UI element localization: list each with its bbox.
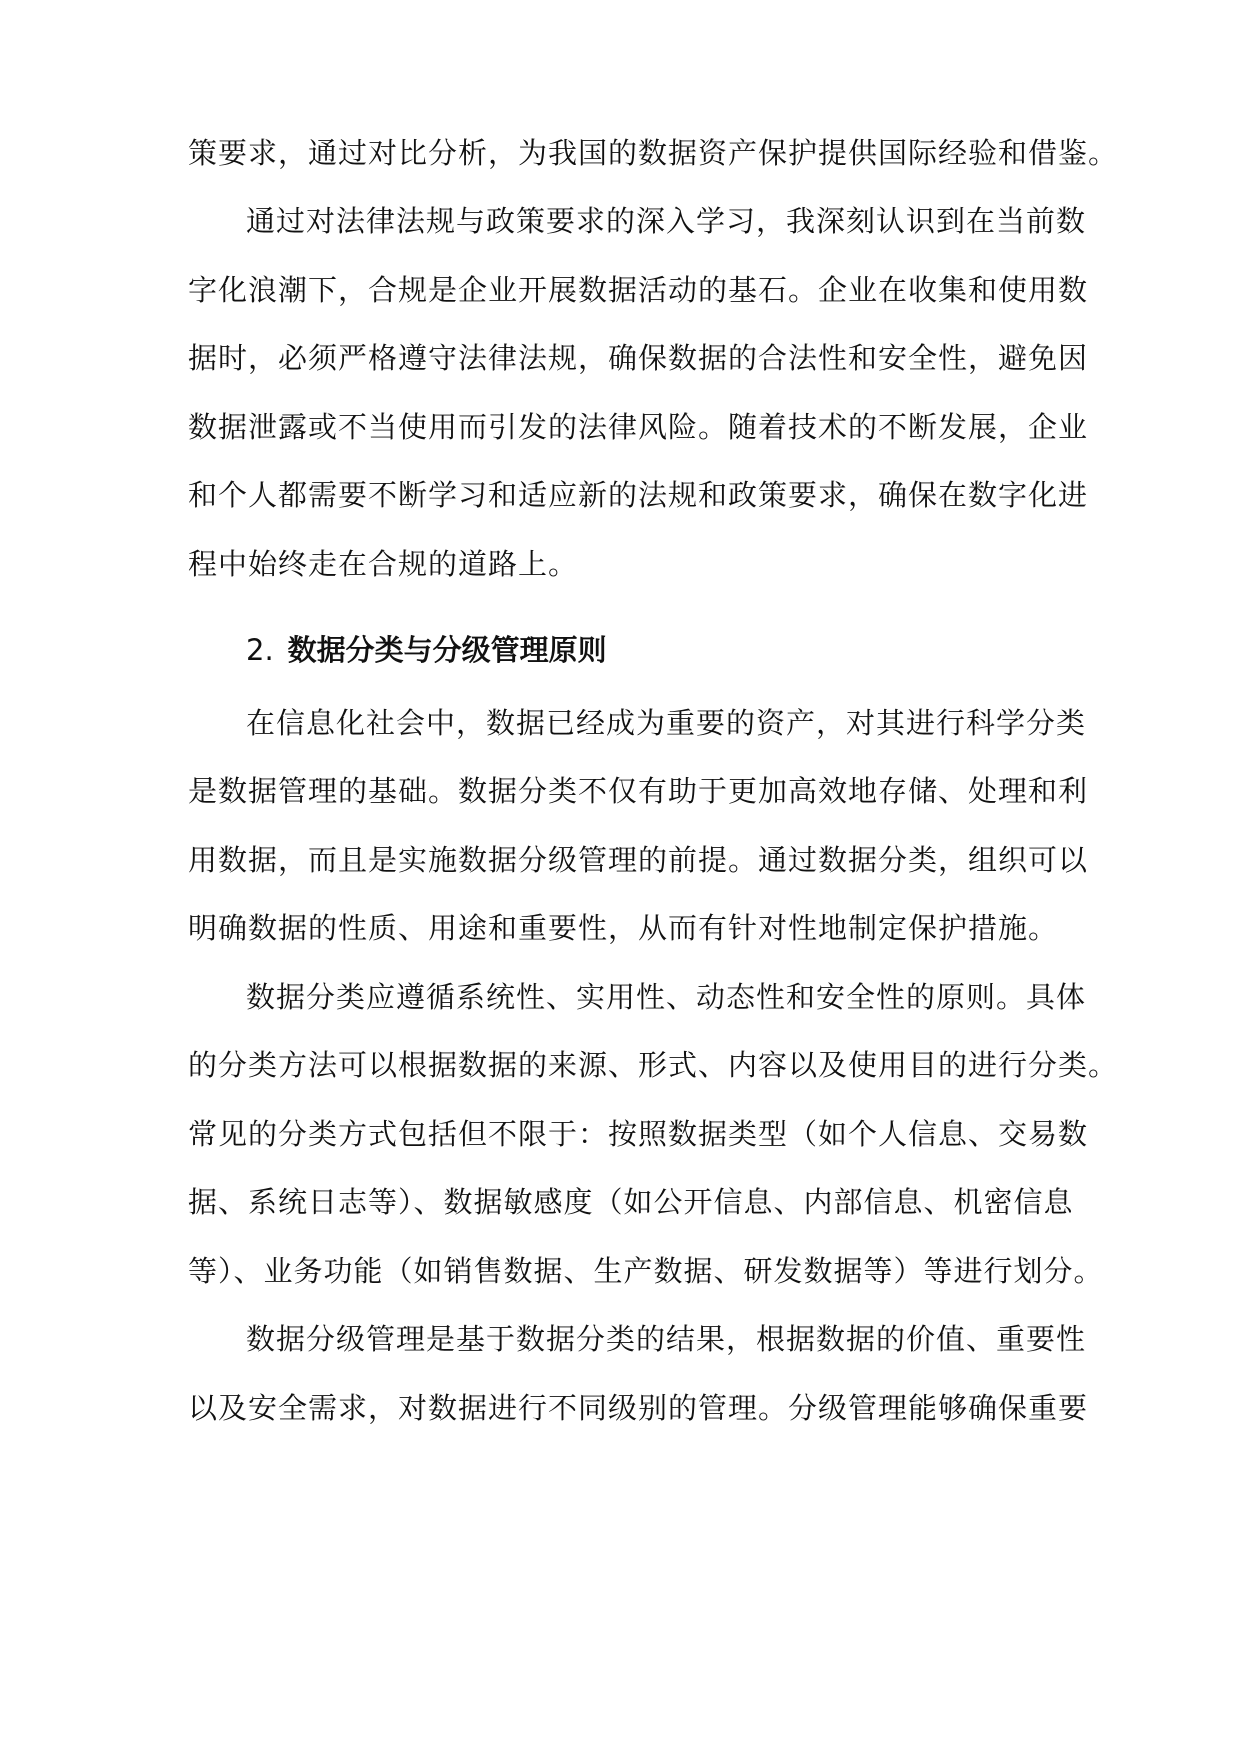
paragraph-line: 以及安全需求，对数据进行不同级别的管理。分级管理能够确保重要 [188,1391,1089,1425]
paragraph-continuation-line: 策要求，通过对比分析，为我国的数据资产保护提供国际经验和借鉴。 [188,136,1119,170]
paragraph-line: 通过对法律法规与政策要求的深入学习，我深刻认识到在当前数 [246,204,1087,238]
paragraph-line: 用数据，而且是实施数据分级管理的前提。通过数据分类，组织可以 [188,843,1089,877]
paragraph-line: 据时，必须严格遵守法律法规，确保数据的合法性和安全性，避免因 [188,341,1089,375]
paragraph-line: 字化浪潮下，合规是企业开展数据活动的基石。企业在收集和使用数 [188,273,1089,307]
paragraph-line: 常见的分类方式包括但不限于：按照数据类型（如个人信息、交易数 [188,1117,1089,1151]
paragraph-line: 数据泄露或不当使用而引发的法律风险。随着技术的不断发展，企业 [188,410,1089,444]
paragraph-line: 的分类方法可以根据数据的来源、形式、内容以及使用目的进行分类。 [188,1048,1119,1082]
section-number: 2. [246,633,274,667]
section-title: 数据分类与分级管理原则 [287,633,607,667]
paragraph-line: 数据分级管理是基于数据分类的结果，根据数据的价值、重要性 [246,1322,1087,1356]
paragraph-line: 数据分类应遵循系统性、实用性、动态性和安全性的原则。具体 [246,980,1087,1014]
section-heading [246,630,607,670]
paragraph-line: 等）、业务功能（如销售数据、生产数据、研发数据等）等进行划分。 [188,1254,1104,1288]
paragraph-line: 明确数据的性质、用途和重要性，从而有针对性地制定保护措施。 [188,911,1059,945]
paragraph-line: 在信息化社会中，数据已经成为重要的资产，对其进行科学分类 [246,706,1087,740]
paragraph-line: 据、系统日志等）、数据敏感度（如公开信息、内部信息、机密信息 [188,1185,1074,1219]
paragraph-line: 程中始终走在合规的道路上。 [188,547,579,581]
paragraph-line: 是数据管理的基础。数据分类不仅有助于更加高效地存储、处理和利 [188,774,1089,808]
paragraph-line: 和个人都需要不断学习和适应新的法规和政策要求，确保在数字化进 [188,478,1089,512]
